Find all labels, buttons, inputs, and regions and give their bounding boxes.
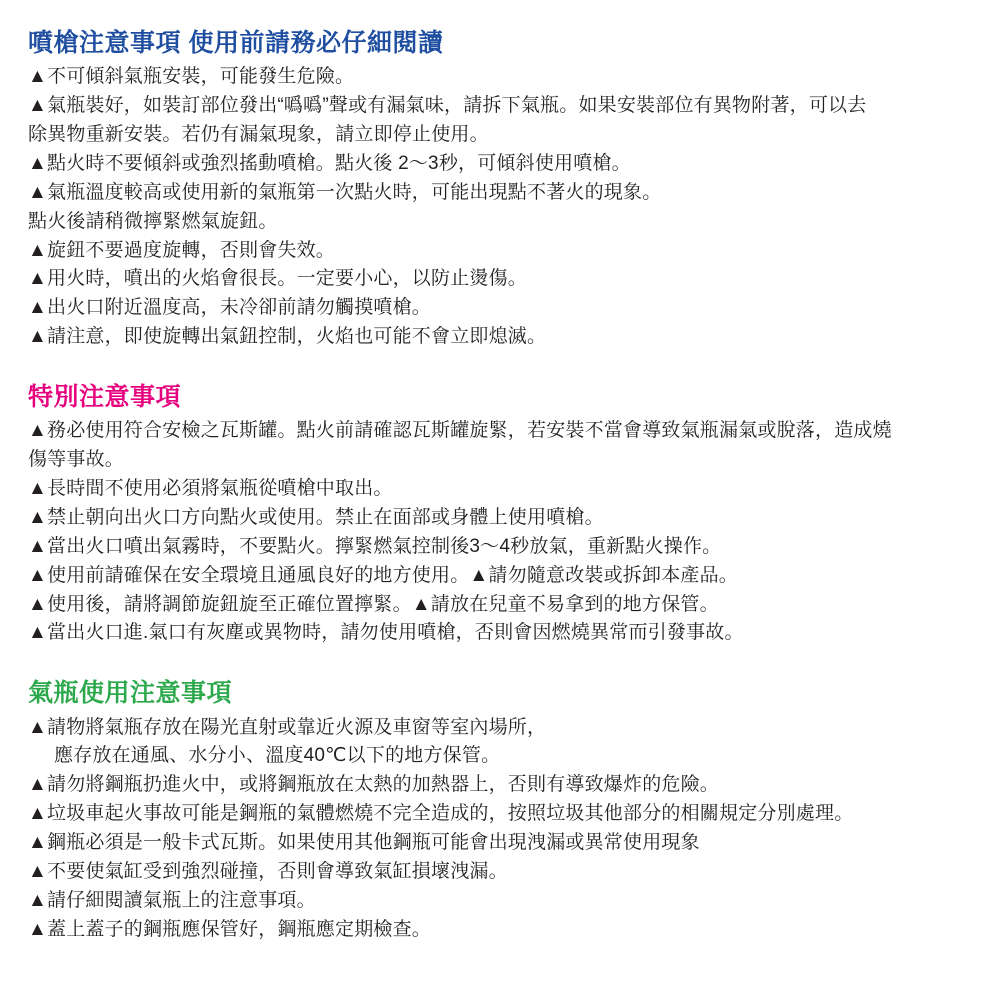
section-title-torch-warnings: 噴槍注意事項 使用前請務必仔細閱讀 — [28, 29, 444, 57]
warning-line: ▲當出火口進.氣口有灰塵或異物時，請勿使用噴槍，否則會因燃燒異常而引發事故。 — [28, 622, 744, 644]
warning-line: ▲務必使用符合安檢之瓦斯罐。點火前請確認瓦斯罐旋緊，若安裝不當會導致氣瓶漏氣或脫落，造成燒 — [28, 420, 892, 442]
warning-line: 應存放在通風、水分小、溫度40℃以下的地方保管。 — [54, 745, 501, 767]
section-body-torch-warnings — [28, 63, 980, 352]
section-body-special-warnings — [28, 417, 980, 648]
warning-line: ▲當出火口噴出氣霧時，不要點火。擰緊燃氣控制後3～4秒放氣，重新點火操作。 — [28, 535, 722, 557]
warning-line: 除異物重新安裝。若仍有漏氣現象，請立即停止使用。 — [28, 124, 489, 145]
warning-line: 點火後請稍微擰緊燃氣旋鈕。 — [28, 210, 278, 232]
warning-line: ▲請注意，即使旋轉出氣鈕控制，火焰也可能不會立即熄滅。 — [28, 326, 547, 348]
warning-line: ▲請物將氣瓶存放在陽光直射或靠近火源及車窗等室內場所， — [28, 716, 547, 738]
warning-line: ▲用火時，噴出的火焰會很長。一定要小心，以防止燙傷。 — [28, 268, 528, 290]
section-torch-warnings — [28, 28, 980, 352]
warning-line: ▲請仔細閱讀氣瓶上的注意事項。 — [28, 889, 316, 911]
section-cylinder-warnings — [28, 678, 980, 944]
section-title-cylinder-warnings: 氣瓶使用注意事項 — [28, 679, 233, 708]
warning-line: ▲長時間不使用必須將氣瓶從噴槍中取出。 — [28, 478, 393, 499]
section-special-warnings — [28, 382, 980, 648]
warning-line: ▲點火時不要傾斜或強烈搖動噴槍。點火後 2～3秒，可傾斜使用噴槍。 — [28, 152, 631, 174]
warning-line: ▲氣瓶裝好，如裝訂部位發出“噅噅”聲或有漏氣味，請拆下氣瓶。如果安裝部位有異物附著，可以去 — [28, 95, 867, 117]
warning-line: ▲使用後，請將調節旋鈕旋至正確位置擰緊。▲請放在兒童不易拿到的地方保管。 — [28, 593, 719, 615]
section-title-special-warnings: 特別注意事項 — [28, 383, 182, 411]
warning-line: ▲鋼瓶必須是一般卡式瓦斯。如果使用其他鋼瓶可能會出現洩漏或異常使用現象 — [28, 832, 700, 853]
warning-line: ▲不可傾斜氣瓶安裝，可能發生危險。 — [28, 66, 355, 88]
warning-line: ▲不要使氣缸受到強烈碰撞，否則會導致氣缸損壞洩漏。 — [28, 860, 508, 882]
section-body-cylinder-warnings — [28, 714, 980, 945]
warning-line: 傷等事故。 — [28, 449, 125, 471]
warning-line: ▲氣瓶溫度較高或使用新的氣瓶第一次點火時，可能出現點不著火的現象。 — [28, 181, 662, 203]
warning-line: ▲垃圾車起火事故可能是鋼瓶的氣體燃燒不完全造成的，按照垃圾其他部分的相關規定分別處理。 — [28, 803, 854, 825]
warning-line: ▲出火口附近溫度高，未冷卻前請勿觸摸噴槍。 — [28, 297, 432, 319]
warning-line: ▲蓋上蓋子的鋼瓶應保管好，鋼瓶應定期檢查。 — [28, 918, 432, 940]
warning-line: ▲請勿將鋼瓶扔進火中，或將鋼瓶放在太熱的加熱器上，否則有導致爆炸的危險。 — [28, 774, 720, 796]
warning-line: ▲旋鈕不要過度旋轉，否則會失效。 — [28, 239, 336, 261]
warning-line: ▲使用前請確保在安全環境且通風良好的地方使用。▲請勿隨意改裝或拆卸本產品。 — [28, 564, 739, 586]
warning-line: ▲禁止朝向出火口方向點火或使用。禁止在面部或身體上使用噴槍。 — [28, 506, 604, 528]
